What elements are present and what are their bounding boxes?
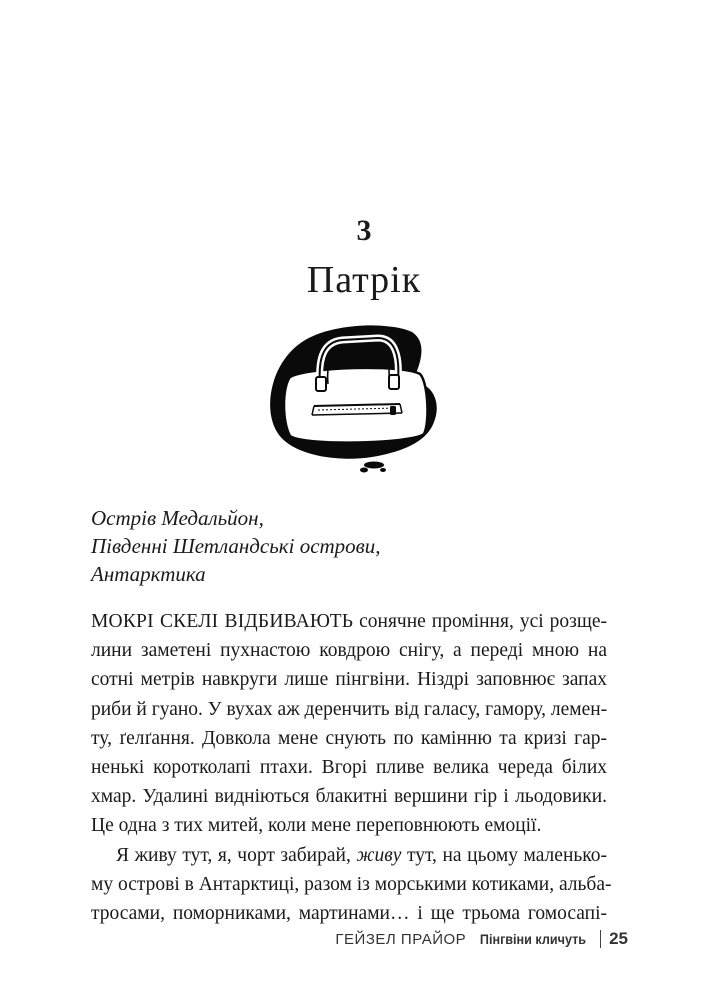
text-fragment: Я живу тут, я, чорт забирай,: [116, 844, 357, 866]
page-number: 25: [609, 929, 628, 948]
location-line: Південні Шетландські острови,: [91, 534, 381, 558]
location-line: Антарктика: [91, 562, 206, 586]
text-line: му острові в Антарктиці, разом із морськими котиками, альба-: [91, 873, 612, 895]
emphasis-text: живу: [356, 844, 402, 866]
location-heading: [91, 504, 381, 588]
page-footer: [335, 929, 628, 949]
footer-book-title: Пінгвіни кличуть: [480, 931, 587, 947]
text-fragment: тут, на цьому маленько-: [401, 844, 607, 866]
location-line: Острів Медальйон,: [91, 506, 264, 530]
text-line: лини заметені пухнастою ковдрою снігу, а переді мною на: [91, 640, 607, 662]
footer-author: ГЕЙЗЕЛ ПРАЙОР: [335, 930, 467, 948]
text-line: [91, 607, 607, 636]
text-line: ту, ґелґання. Довкола мене снують по камінню та кризі гар-: [91, 727, 607, 749]
text-line: Це одна з тих митей, коли мене переповнюють емоції.: [91, 815, 542, 837]
lead-in-text: МОКРІ СКЕЛІ ВІДБИВАЮТЬ: [91, 611, 354, 632]
text-fragment: сонячне проміння, усі розще-: [353, 611, 607, 632]
chapter-title: Патрік: [306, 259, 422, 301]
handbag-icon: [262, 322, 452, 482]
text-line: тросами, поморниками, мартинами… і ще трьома гомосапі-: [91, 903, 607, 925]
chapter-number: 3: [356, 214, 372, 247]
text-line: хмар. Удалині видніються блакитні вершини гір і льодовики.: [91, 786, 607, 808]
text-line: сотні метрів навкруги лише пінгвіни. Ніздрі заповнює запах: [91, 669, 607, 691]
footer-divider: [600, 930, 601, 948]
text-line: ненькі коротколапі птахи. Вгорі пливе велика череда білих: [91, 757, 607, 779]
text-line: [91, 841, 607, 870]
text-line: риби й гуано. У вухах аж деренчить від галасу, гамору, лемен-: [91, 698, 608, 720]
chapter-body: [91, 607, 612, 928]
